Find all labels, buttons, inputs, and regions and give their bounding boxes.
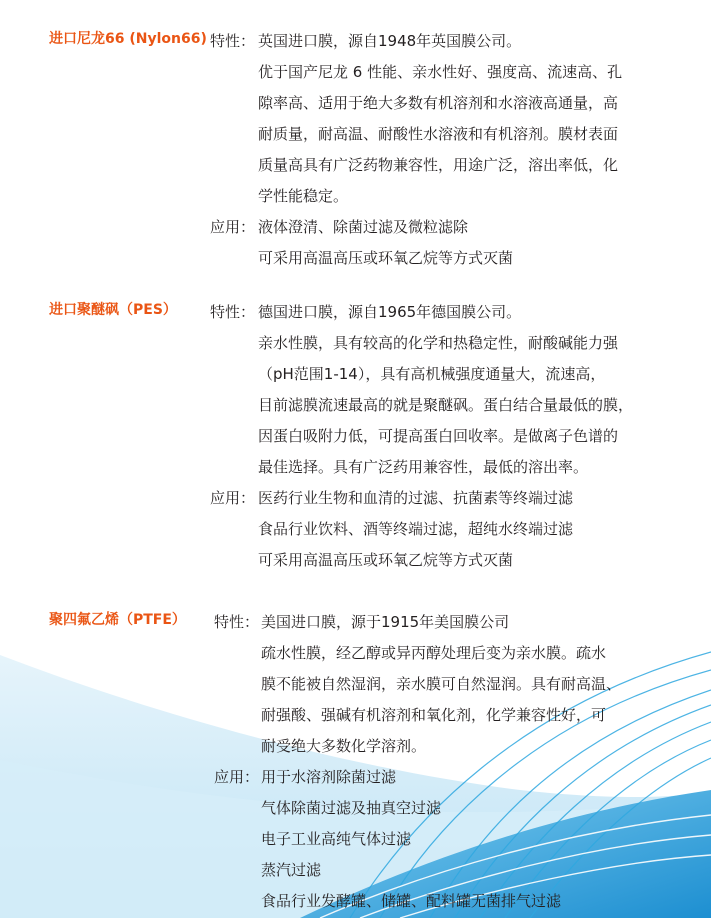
feature-line: 优于国产尼龙 6 性能、亲水性好、强度高、流速高、孔 bbox=[258, 63, 623, 81]
feature-row bbox=[0, 155, 711, 185]
section-title: 进口尼龙66 (Nylon66) bbox=[49, 31, 207, 47]
application-line: 电子工业高纯气体过滤 bbox=[261, 830, 412, 848]
feature-line: 膜不能被自然湿润，亲水膜可自然湿润。具有耐高温、 bbox=[261, 675, 622, 693]
feature-row bbox=[0, 124, 711, 154]
application-row bbox=[0, 829, 711, 859]
feature-line: 质量高具有广泛药物兼容性，用途广泛，溶出率低，化 bbox=[258, 156, 619, 174]
application-row bbox=[0, 248, 711, 278]
feature-line: 耐受绝大多数化学溶剂。 bbox=[261, 737, 427, 755]
application-line: 可采用高温高压或环氧乙烷等方式灭菌 bbox=[258, 551, 514, 569]
application-row bbox=[0, 519, 711, 549]
application-line: 液体澄清、除菌过滤及微粒滤除 bbox=[258, 218, 469, 236]
feature-line: 疏水性膜，经乙醇或异丙醇处理后变为亲水膜。疏水 bbox=[261, 644, 607, 662]
feature-row bbox=[0, 705, 711, 735]
section-title: 聚四氟乙烯（PTFE） bbox=[49, 612, 186, 628]
feature-label: 特性： bbox=[210, 32, 256, 50]
feature-row bbox=[0, 612, 711, 642]
feature-row bbox=[0, 457, 711, 487]
application-label: 应用： bbox=[214, 768, 260, 786]
feature-row bbox=[0, 93, 711, 123]
application-line: 医药行业生物和血清的过滤、抗菌素等终端过滤 bbox=[258, 489, 574, 507]
feature-row bbox=[0, 364, 711, 394]
feature-row bbox=[0, 736, 711, 766]
application-row bbox=[0, 860, 711, 890]
application-line: 气体除菌过滤及抽真空过滤 bbox=[261, 799, 442, 817]
feature-line: 耐强酸、强碱有机溶剂和氧化剂，化学兼容性好，可 bbox=[261, 706, 607, 724]
feature-label: 特性： bbox=[214, 613, 260, 631]
feature-row bbox=[0, 62, 711, 92]
feature-row bbox=[0, 674, 711, 704]
application-row bbox=[0, 488, 711, 518]
application-row bbox=[0, 550, 711, 580]
application-line: 用于水溶剂除菌过滤 bbox=[261, 768, 397, 786]
application-line: 食品行业饮料、酒等终端过滤，超纯水终端过滤 bbox=[258, 520, 574, 538]
feature-line: 隙率高、适用于绝大多数有机溶剂和水溶液高通量，高 bbox=[258, 94, 619, 112]
application-line: 蒸汽过滤 bbox=[261, 861, 322, 879]
application-line: 可采用高温高压或环氧乙烷等方式灭菌 bbox=[258, 249, 514, 267]
feature-line: 德国进口膜，源自1965年德国膜公司。 bbox=[258, 303, 522, 321]
application-row bbox=[0, 767, 711, 797]
feature-line: 因蛋白吸附力低，可提高蛋白回收率。是做离子色谱的 bbox=[258, 427, 619, 445]
feature-line: 英国进口膜，源自1948年英国膜公司。 bbox=[258, 32, 522, 50]
application-label: 应用： bbox=[210, 489, 256, 507]
feature-row bbox=[0, 395, 711, 425]
application-label: 应用： bbox=[210, 218, 256, 236]
application-row bbox=[0, 891, 711, 921]
application-row bbox=[0, 217, 711, 247]
application-row bbox=[0, 798, 711, 828]
feature-row bbox=[0, 333, 711, 363]
feature-row bbox=[0, 31, 711, 61]
feature-line: 最佳选择。具有广泛药用兼容性，最低的溶出率。 bbox=[258, 458, 589, 476]
application-line: 食品行业发酵罐、储罐、配料罐无菌排气过滤 bbox=[261, 892, 562, 910]
feature-line: 目前滤膜流速最高的就是聚醚砜。蛋白结合量最低的膜， bbox=[258, 396, 634, 414]
feature-row bbox=[0, 186, 711, 216]
feature-row bbox=[0, 643, 711, 673]
feature-row bbox=[0, 302, 711, 332]
feature-line: 亲水性膜，具有较高的化学和热稳定性，耐酸碱能力强 bbox=[258, 334, 619, 352]
section-title: 进口聚醚砜（PES） bbox=[49, 302, 177, 318]
feature-line: 耐质量，耐高温、耐酸性水溶液和有机溶剂。膜材表面 bbox=[258, 125, 619, 143]
feature-label: 特性： bbox=[210, 303, 256, 321]
feature-line: （pH范围1-14），具有高机械强度通量大，流速高， bbox=[258, 365, 606, 383]
feature-row bbox=[0, 426, 711, 456]
feature-line: 学性能稳定。 bbox=[258, 187, 349, 205]
feature-line: 美国进口膜，源于1915年美国膜公司 bbox=[261, 613, 510, 631]
